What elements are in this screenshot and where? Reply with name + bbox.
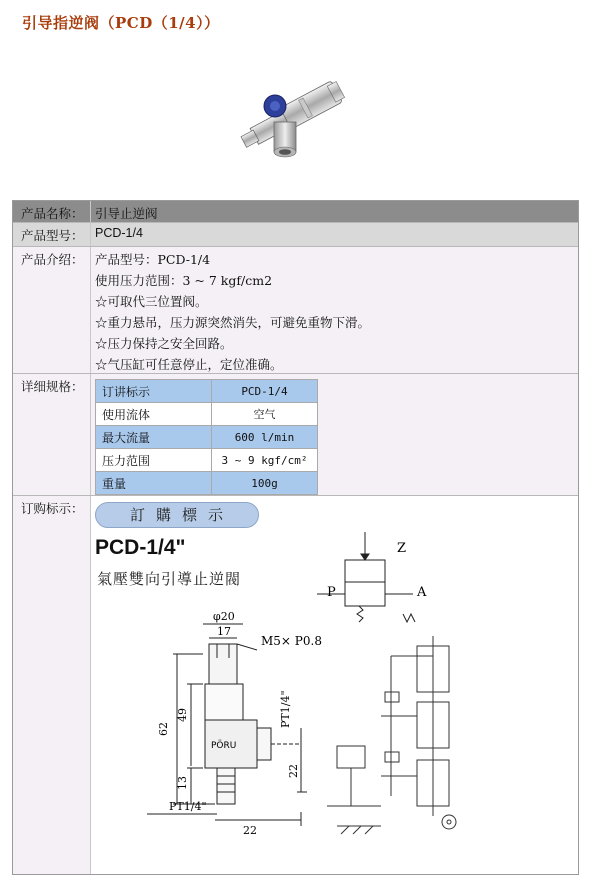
intro-line: ☆气压缸可任意停止，定位准确。 xyxy=(95,357,283,372)
spec-key: 最大流量 xyxy=(96,426,212,449)
dim-13-label: 13 xyxy=(176,776,189,790)
side-port xyxy=(257,728,271,760)
intro-line: 使用压力范围：3 ~ 7 kgf/cm2 xyxy=(95,273,273,288)
pneumatic-circuit xyxy=(327,636,456,834)
dim-22h-label: 22 xyxy=(243,824,257,837)
table-row xyxy=(96,472,318,495)
table-row xyxy=(96,380,318,403)
spec-value: 100g xyxy=(212,472,318,495)
bottom-port xyxy=(217,768,235,804)
dim-17-label: 17 xyxy=(217,625,231,638)
valve-body xyxy=(205,684,243,720)
detail-spec-table xyxy=(95,379,318,495)
order-code-label: 订购标示： xyxy=(13,496,91,874)
row-product-model xyxy=(13,223,578,247)
dim-62-label: 62 xyxy=(157,722,170,736)
intro-line: ☆重力悬吊，压力源突然消失，可避免重物下滑。 xyxy=(95,315,371,330)
spec-key: 使用流体 xyxy=(96,403,212,426)
spec-value: 600 l/min xyxy=(212,426,318,449)
spec-key: 压力范围 xyxy=(96,449,212,472)
product-model-label: 产品型号： xyxy=(13,223,91,246)
intro-line: ☆可取代三位置阀。 xyxy=(95,294,208,309)
order-code-pill: 訂購標示 xyxy=(95,502,259,528)
product-name-label: 产品名称： xyxy=(13,201,91,222)
row-product-name xyxy=(13,201,578,223)
spec-value: PCD-1/4 xyxy=(212,380,318,403)
product-intro-value xyxy=(91,247,578,373)
dim-49-label: 49 xyxy=(176,708,189,722)
product-photo xyxy=(230,72,360,162)
spec-value: 空气 xyxy=(212,403,318,426)
valve-symbol-top xyxy=(345,560,385,582)
valve-symbol-bottom xyxy=(345,582,385,606)
row-product-intro xyxy=(13,247,578,374)
spec-table xyxy=(12,200,579,875)
detail-spec-label: 详细规格： xyxy=(13,374,91,495)
row-order-code xyxy=(13,496,578,874)
order-model-heading: PCD-1/4" xyxy=(95,536,186,559)
product-model-value: PCD-1/4 xyxy=(95,226,143,240)
dim-22v-label: 22 xyxy=(287,764,300,778)
table-row xyxy=(96,426,318,449)
technical-drawing xyxy=(91,496,577,872)
dim-phi-label: φ20 xyxy=(213,610,235,623)
spec-key: 订讲标示 xyxy=(96,380,212,403)
port-bottom-label: PT1/4" xyxy=(169,800,207,813)
table-row xyxy=(96,449,318,472)
product-intro-label: 产品介绍： xyxy=(13,247,91,373)
symbol-p-label: P xyxy=(327,585,336,600)
brand-label: PÖRU xyxy=(211,741,237,751)
product-name-value: 引导止逆阀 xyxy=(95,206,158,221)
spec-value: 3 ~ 9 kgf/cm² xyxy=(212,449,318,472)
symbol-z-label: Z xyxy=(397,541,407,556)
order-code-value xyxy=(91,496,578,874)
symbol-a-label: A xyxy=(417,585,427,600)
spec-key: 重量 xyxy=(96,472,212,495)
page-title: 引导指逆阀（PCD（1/4）） xyxy=(22,14,220,32)
intro-line: ☆压力保持之安全回路。 xyxy=(95,336,233,351)
intro-line: 产品型号：PCD-1/4 xyxy=(95,252,211,267)
order-model-description: 氣壓雙向引導止逆閥 xyxy=(97,570,242,588)
row-detail-spec xyxy=(13,374,578,496)
valve-cap xyxy=(209,644,237,684)
dim-thread-label: M5× P0.8 xyxy=(261,634,322,648)
table-row xyxy=(96,403,318,426)
detail-spec-value xyxy=(91,374,578,495)
port-side-label: PT1/4" xyxy=(279,690,292,728)
